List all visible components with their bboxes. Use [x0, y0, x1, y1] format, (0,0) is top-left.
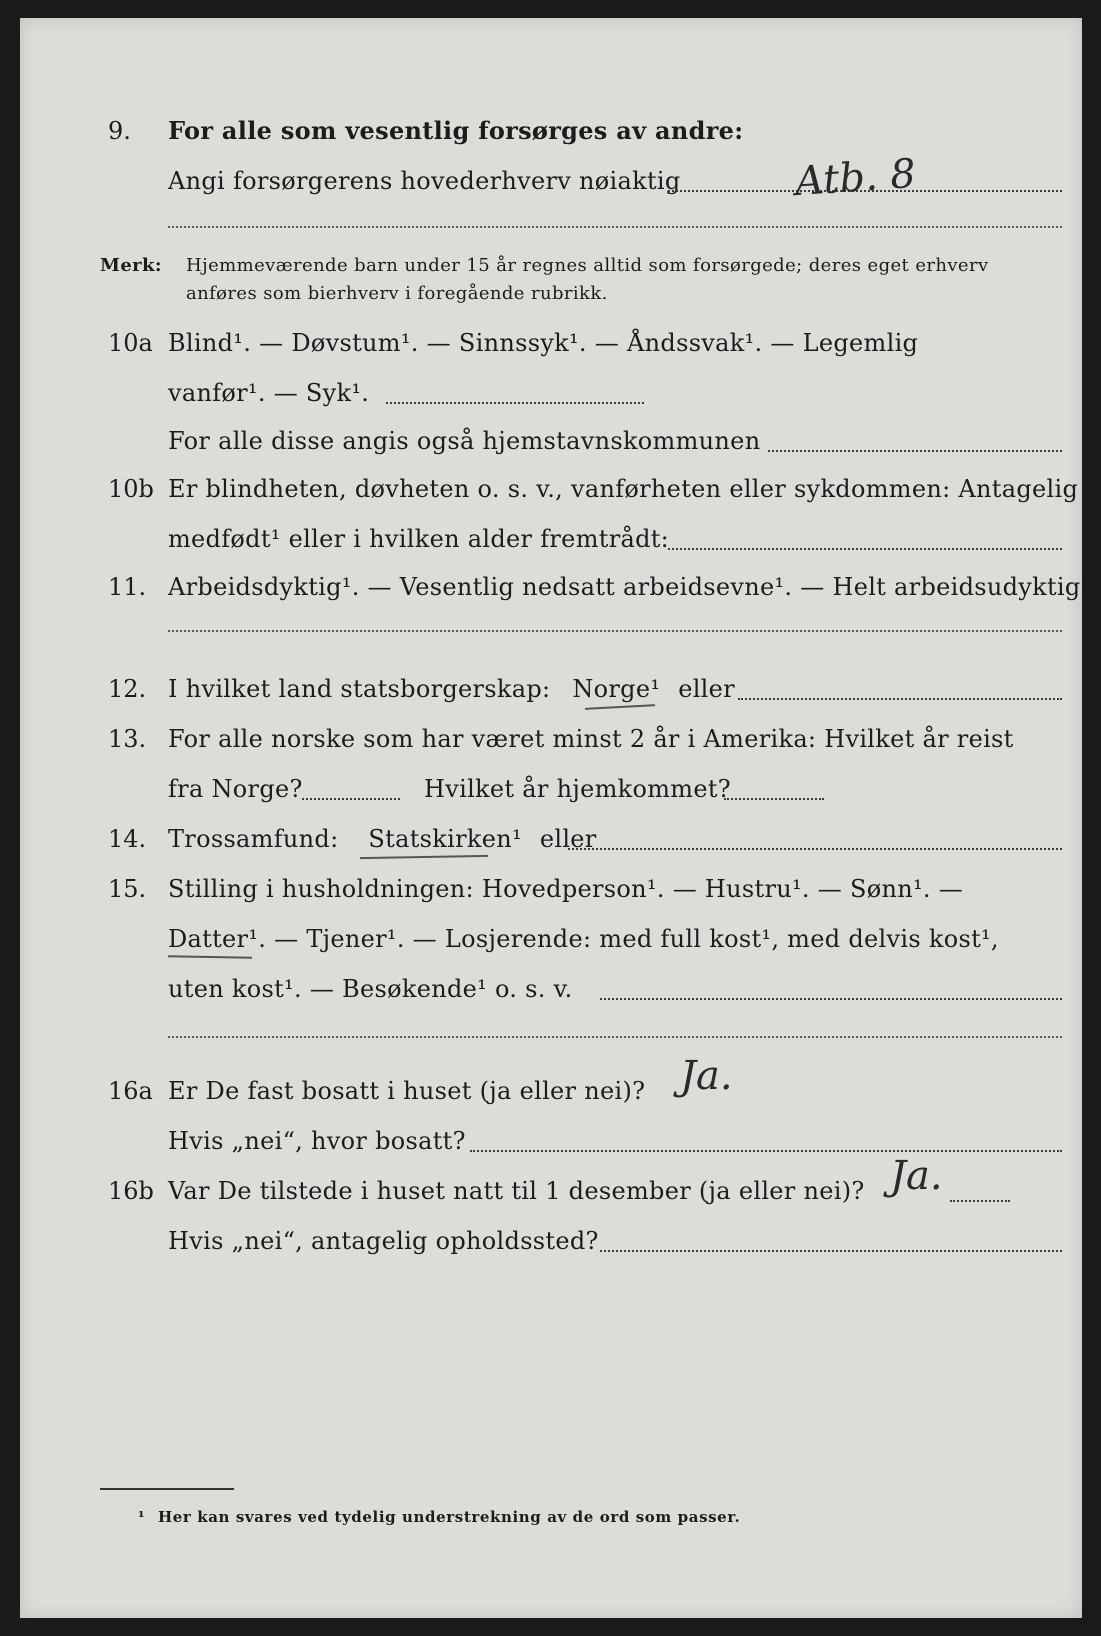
q9-number: 9. — [108, 117, 131, 145]
q10a-answer-line2 — [768, 450, 1062, 452]
q12-number: 12. — [108, 675, 147, 703]
q13-answer-line1 — [302, 798, 400, 800]
q14-suffix: eller — [539, 825, 597, 853]
q10b-line1: Er blindheten, døvheten o. s. v., vanførheten eller sykdommen: Antagelig — [168, 475, 1079, 503]
q16a-handwritten-answer: Ja. — [680, 1053, 733, 1099]
q12-answer-line — [738, 698, 1062, 700]
q13-answer-line2 — [724, 798, 824, 800]
q12-prefix: I hvilket land statsborgerskap: — [168, 675, 551, 703]
q16b-answer-line2 — [600, 1250, 1062, 1252]
q12-suffix: eller — [678, 675, 735, 703]
q13-line1: For alle norske som har været minst 2 år i Amerika: Hvilket år reist — [168, 725, 1014, 753]
q10a-number: 10a — [108, 329, 153, 357]
q15-line2: Datter¹. — Tjener¹. — Losjerende: med full kost¹, med delvis kost¹, — [168, 925, 999, 953]
q15-line1: Stilling i husholdningen: Hovedperson¹. — Hustru¹. — Sønn¹. — — [168, 875, 964, 903]
q14-option-statskirken: Statskirken¹ — [368, 825, 522, 853]
q15-handwritten-underline — [168, 955, 252, 958]
q14-answer-line — [568, 848, 1062, 850]
q11-number: 11. — [108, 573, 147, 601]
footnote-text: Her kan svares ved tydelig understrekning av de ord som passer. — [158, 1508, 741, 1526]
q14-text — [168, 824, 597, 854]
merk-line1: Hjemmeværende barn under 15 år regnes alltid som forsørgede; deres eget erhverv — [186, 255, 989, 276]
q16a-line1: Er De fast bosatt i huset (ja eller nei)? — [168, 1077, 646, 1105]
q13-line2b: Hvilket år hjemkommet? — [424, 775, 731, 803]
q10a-answer-line1 — [386, 402, 644, 404]
q16b-handwritten-answer: Ja. — [890, 1153, 943, 1199]
q10b-answer-line — [668, 548, 1062, 550]
q14-number: 14. — [108, 825, 147, 853]
q10a-line2: vanfør¹. — Syk¹. — [168, 379, 370, 407]
q10b-line2: medfødt¹ eller i hvilken alder fremtrådt: — [168, 525, 670, 553]
q12-text — [168, 674, 735, 704]
census-form-page — [20, 18, 1099, 1618]
q10a-line1: Blind¹. — Døvstum¹. — Sinnssyk¹. — Åndssvak¹. — Legemlig — [168, 329, 919, 357]
q14-handwritten-underline — [360, 855, 488, 859]
q16a-answer-line — [470, 1150, 1062, 1152]
q16b-answer-line1 — [950, 1200, 1010, 1202]
q9-line1: For alle som vesentlig forsørges av andre: — [168, 116, 744, 145]
footnote-separator — [100, 1488, 234, 1490]
q10b-number: 10b — [108, 475, 154, 503]
q13-line2a: fra Norge? — [168, 775, 303, 803]
q16a-number: 16a — [108, 1077, 153, 1105]
q13-number: 13. — [108, 725, 147, 753]
q12-option-norge: Norge¹ — [572, 675, 661, 703]
q15-answer-line — [600, 998, 1062, 1000]
footnote-marker: ¹ — [138, 1508, 146, 1526]
q14-prefix: Trossamfund: — [168, 825, 339, 853]
q12-handwritten-underline — [585, 704, 655, 710]
merk-line2: anføres som bierhverv i foregående rubrikk. — [186, 283, 608, 304]
q10a-line3: For alle disse angis også hjemstavnskommunen — [168, 427, 761, 455]
q16b-line2: Hvis „nei“, antagelig opholdssted? — [168, 1227, 599, 1255]
q15-divider — [168, 1036, 1062, 1038]
q16b-number: 16b — [108, 1177, 154, 1205]
q9-handwritten-answer: Atb. 8 — [793, 150, 918, 206]
q9-line2: Angi forsørgerens hovederhverv nøiaktig — [168, 167, 681, 195]
merk-label: Merk: — [100, 255, 162, 276]
q11-line1: Arbeidsdyktig¹. — Vesentlig nedsatt arbeidsevne¹. — Helt arbeidsudyktig¹. — [168, 573, 1099, 601]
q9-divider — [168, 226, 1062, 228]
q11-divider — [168, 630, 1062, 632]
q16b-line1: Var De tilstede i huset natt til 1 desember (ja eller nei)? — [168, 1177, 865, 1205]
q16a-line2: Hvis „nei“, hvor bosatt? — [168, 1127, 466, 1155]
q15-number: 15. — [108, 875, 147, 903]
q15-line3: uten kost¹. — Besøkende¹ o. s. v. — [168, 975, 573, 1003]
